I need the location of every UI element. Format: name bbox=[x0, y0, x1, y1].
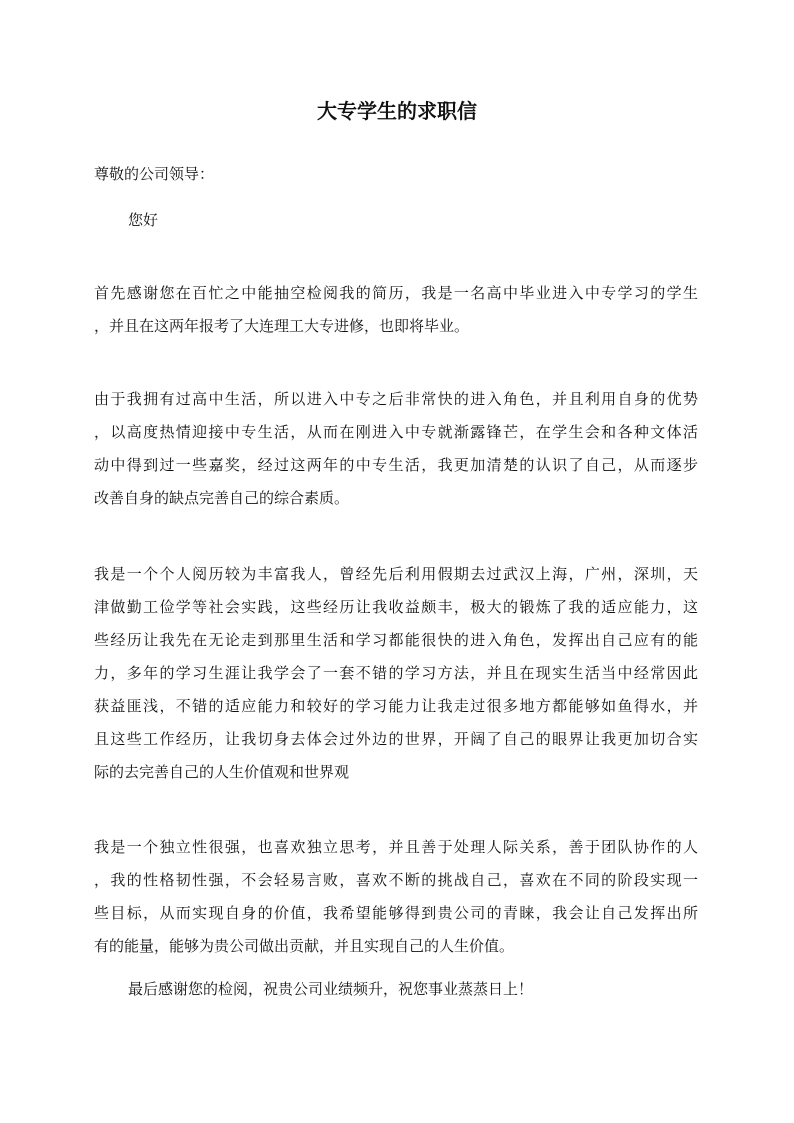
paragraph-3-line: 获益匪浅，不错的适应能力和较好的学习能力让我走过很多地方都能够如鱼得水，并 bbox=[94, 697, 698, 715]
paragraph-2-line: ，以高度热情迎接中专生活，从而在刚进入中专就渐露锋芒，在学生会和各种文体活 bbox=[94, 423, 698, 441]
salutation: 尊敬的公司领导： bbox=[94, 165, 215, 183]
greeting: 您好 bbox=[128, 211, 159, 229]
paragraph-4-line: 有的能量，能够为贵公司做出贡献，并且实现自己的人生价值。 bbox=[94, 937, 515, 955]
paragraph-4-line: 我是一个独立性很强，也喜欢独立思考，并且善于处理人际关系，善于团队协作的人 bbox=[94, 838, 698, 856]
paragraph-3-line: 际的去完善自己的人生价值观和世界观 bbox=[94, 763, 350, 781]
paragraph-2-line: 改善自身的缺点完善自己的综合素质。 bbox=[94, 489, 350, 507]
closing-line: 最后感谢您的检阅，祝贵公司业绩频升，祝您事业蒸蒸日上！ bbox=[128, 980, 534, 998]
paragraph-2-line: 由于我拥有过高中生活，所以进入中专之后非常快的进入角色，并且利用自身的优势 bbox=[94, 390, 698, 408]
paragraph-3-line: 津做勤工俭学等社会实践，这些经历让我收益颇丰，极大的锻炼了我的适应能力，这 bbox=[94, 598, 698, 616]
paragraph-4-line: ，我的性格韧性强，不会轻易言败，喜欢不断的挑战自己，喜欢在不同的阶段实现一 bbox=[94, 871, 698, 889]
paragraph-3-line: 我是一个个人阅历较为丰富我人，曾经先后利用假期去过武汉上海，广州，深圳，天 bbox=[94, 565, 698, 583]
paragraph-2-line: 动中得到过一些嘉奖，经过这两年的中专生活，我更加清楚的认识了自己，从而逐步 bbox=[94, 456, 698, 474]
page-title: 大专学生的求职信 bbox=[317, 99, 477, 123]
paragraph-1-line: ，并且在这两年报考了大连理工大专进修，也即将毕业。 bbox=[94, 317, 470, 335]
paragraph-3-line: 些经历让我先在无论走到那里生活和学习都能很快的进入角色，发挥出自己应有的能 bbox=[94, 631, 698, 649]
paragraph-3-line: 且这些工作经历，让我切身去体会过外边的世界，开阔了自己的眼界让我更加切合实 bbox=[94, 730, 698, 748]
paragraph-3-line: 力，多年的学习生涯让我学会了一套不错的学习方法，并且在现实生活当中经常因此 bbox=[94, 664, 698, 682]
paragraph-4-line: 些目标，从而实现自身的价值，我希望能够得到贵公司的青睐，我会让自己发挥出所 bbox=[94, 904, 698, 922]
paragraph-1-line: 首先感谢您在百忙之中能抽空检阅我的简历，我是一名高中毕业进入中专学习的学生 bbox=[94, 284, 698, 302]
